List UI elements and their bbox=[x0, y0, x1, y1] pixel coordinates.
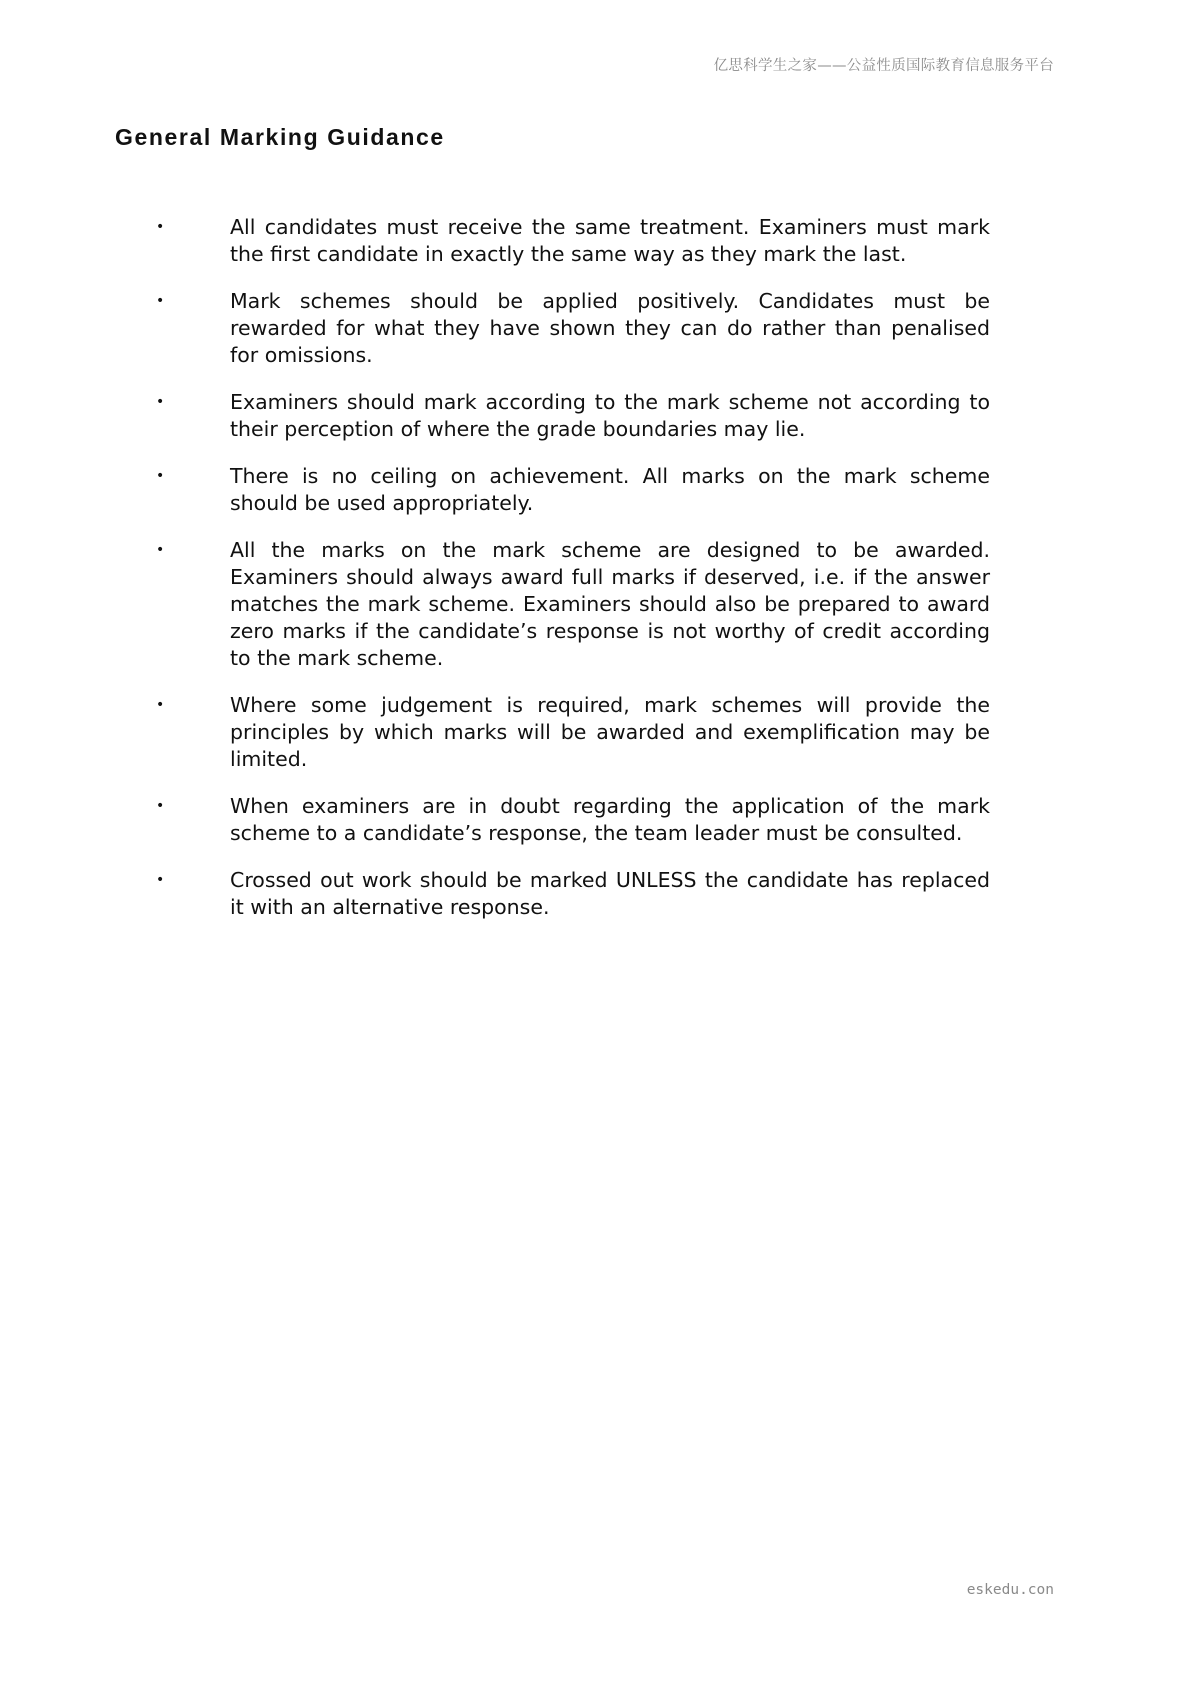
bullet-icon: • bbox=[156, 542, 165, 558]
guidance-item bbox=[150, 867, 990, 921]
guidance-item-text: Where some judgement is required, mark schemes will provide the principles by which marks will be awarded and exemplification may be limited. bbox=[230, 693, 990, 771]
bullet-icon: • bbox=[156, 219, 165, 235]
bullet-icon: • bbox=[156, 293, 165, 309]
guidance-item bbox=[150, 214, 990, 268]
guidance-item bbox=[150, 692, 990, 773]
guidance-item-text: Examiners should mark according to the mark scheme not according to their perception of where the grade boundaries may lie. bbox=[230, 390, 990, 441]
bullet-icon: • bbox=[156, 872, 165, 888]
guidance-list bbox=[150, 214, 990, 941]
guidance-item-text: Mark schemes should be applied positively. Candidates must be rewarded for what they have shown they can do rather than penalised for omissions. bbox=[230, 289, 990, 367]
bullet-icon: • bbox=[156, 697, 165, 713]
guidance-item bbox=[150, 463, 990, 517]
guidance-item bbox=[150, 793, 990, 847]
bullet-icon: • bbox=[156, 798, 165, 814]
guidance-item bbox=[150, 537, 990, 672]
guidance-item-text: There is no ceiling on achievement. All marks on the mark scheme should be used appropriately. bbox=[230, 464, 990, 515]
guidance-item-text: Crossed out work should be marked UNLESS the candidate has replaced it with an alternative response. bbox=[230, 868, 990, 919]
header-site-note: 亿思科学生之家——公益性质国际教育信息服务平台 bbox=[713, 58, 1054, 74]
guidance-item-text: All the marks on the mark scheme are designed to be awarded. Examiners should always award full marks if deserved, i.e. if the answer matches the mark scheme. Examiners should also be prepared to award zero marks if the candidate’s response is not worthy of credit according to the mark scheme. bbox=[230, 538, 990, 670]
bullet-icon: • bbox=[156, 394, 165, 410]
bullet-icon: • bbox=[156, 468, 165, 484]
footer-site-domain: eskedu.con bbox=[966, 1582, 1054, 1598]
page-title: General Marking Guidance bbox=[115, 124, 445, 150]
guidance-item bbox=[150, 389, 990, 443]
guidance-item-text: When examiners are in doubt regarding the application of the mark scheme to a candidate’s response, the team leader must be consulted. bbox=[230, 794, 990, 845]
guidance-item bbox=[150, 288, 990, 369]
guidance-item-text: All candidates must receive the same treatment. Examiners must mark the first candidate in exactly the same way as they mark the last. bbox=[230, 215, 990, 266]
